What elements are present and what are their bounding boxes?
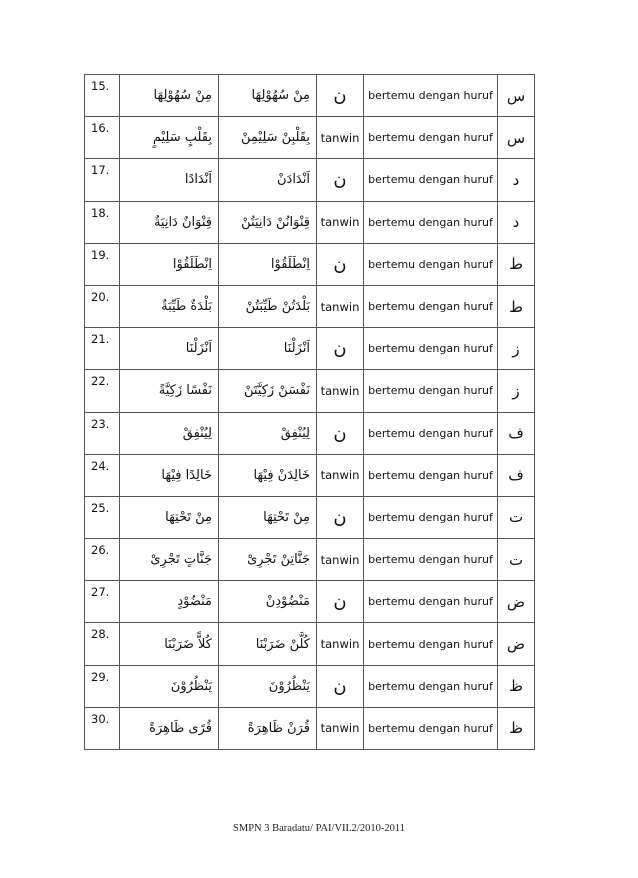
arabic-example-read: بِقَلْبِنْ سَلِيْمِنْ — [219, 117, 317, 159]
arabic-letter: ت — [498, 539, 535, 581]
row-number: 23. — [85, 412, 120, 454]
hukum-type: tanwin — [317, 201, 364, 243]
rule-description: bertemu dengan huruf — [364, 581, 498, 623]
table-row — [85, 539, 535, 581]
hukum-type — [317, 243, 364, 285]
table-row — [85, 581, 535, 623]
arabic-letter: ظ — [498, 665, 535, 707]
nun-sukun-glyph: ن — [333, 85, 347, 107]
arabic-example-original: مَنْضُوْدٍ — [120, 581, 219, 623]
nun-sukun-glyph: ن — [333, 591, 347, 613]
arabic-example-read: بَلْدَتُنْ طَيِّبَتُنْ — [219, 285, 317, 327]
table-row — [85, 707, 535, 749]
hukum-type: tanwin — [317, 117, 364, 159]
hukum-type — [317, 159, 364, 201]
table-row — [85, 665, 535, 707]
arabic-letter: د — [498, 159, 535, 201]
nun-sukun-glyph: ن — [333, 338, 347, 360]
arabic-example-read: يَنْظُرُوْنَ — [219, 665, 317, 707]
arabic-example-read: قُرَنْ ظَاهِرَةً — [219, 707, 317, 749]
row-number: 19. — [85, 243, 120, 285]
hukum-type: tanwin — [317, 285, 364, 327]
rule-description: bertemu dengan huruf — [364, 285, 498, 327]
row-number: 17. — [85, 159, 120, 201]
rule-description: bertemu dengan huruf — [364, 496, 498, 538]
row-number: 28. — [85, 623, 120, 665]
hukum-type — [317, 581, 364, 623]
arabic-example-read: كُلَّنْ ضَرَبْنَا — [219, 623, 317, 665]
nun-sukun-glyph: ن — [333, 422, 347, 444]
row-number: 20. — [85, 285, 120, 327]
arabic-example-original: قِنْوَانٌ دَانِيَةٌ — [120, 201, 219, 243]
arabic-example-original: قُرًى ظَاهِرَةً — [120, 707, 219, 749]
arabic-example-original: كُلاًّ ضَرَبْنَا — [120, 623, 219, 665]
arabic-example-original: لِيُنْفِقْ — [120, 412, 219, 454]
hukum-type — [317, 328, 364, 370]
table-row — [85, 328, 535, 370]
table-row — [85, 623, 535, 665]
arabic-example-original: مِنْ سُهُوْلِهَا — [120, 75, 219, 117]
table-row — [85, 454, 535, 496]
arabic-example-read: مِنْ سُهُوْلِهَا — [219, 75, 317, 117]
hukum-type — [317, 75, 364, 117]
arabic-letter: ف — [498, 412, 535, 454]
table-row — [85, 159, 535, 201]
hukum-type: tanwin — [317, 707, 364, 749]
arabic-letter: ت — [498, 496, 535, 538]
rule-description: bertemu dengan huruf — [364, 370, 498, 412]
table-row — [85, 285, 535, 327]
page-footer: SMPN 3 Baradatu/ PAI/VII.2/2010-2011 — [233, 823, 405, 834]
table-row — [85, 117, 535, 159]
hukum-type — [317, 412, 364, 454]
table-row — [85, 496, 535, 538]
arabic-example-read: قِنْوَانُنْ دَانِيَتُنْ — [219, 201, 317, 243]
arabic-example-read: خَالِدَنْ فِيْهَا — [219, 454, 317, 496]
arabic-example-original: يَنْظُرُوْنَ — [120, 665, 219, 707]
arabic-example-read: مِنْ تَحْتِهَا — [219, 496, 317, 538]
arabic-letter: ف — [498, 454, 535, 496]
row-number: 29. — [85, 665, 120, 707]
nun-sukun-glyph: ن — [333, 169, 347, 191]
row-number: 16. — [85, 117, 120, 159]
hukum-type: tanwin — [317, 539, 364, 581]
table-row — [85, 75, 535, 117]
row-number: 15. — [85, 75, 120, 117]
arabic-example-read: مَنْضُوْدِنْ — [219, 581, 317, 623]
tajwid-table — [84, 74, 535, 750]
arabic-example-original: مِنْ تَحْتِهَا — [120, 496, 219, 538]
arabic-example-read: نَفْسَنْ زَكِيَّتَنْ — [219, 370, 317, 412]
arabic-example-read: اَنْدَادَنْ — [219, 159, 317, 201]
hukum-type: tanwin — [317, 623, 364, 665]
arabic-example-read: جَنَّاتِنْ تَجْرِىْ — [219, 539, 317, 581]
hukum-type: tanwin — [317, 370, 364, 412]
nun-sukun-glyph: ن — [333, 253, 347, 275]
row-number: 24. — [85, 454, 120, 496]
table-row — [85, 201, 535, 243]
hukum-type: tanwin — [317, 454, 364, 496]
nun-sukun-glyph: ن — [333, 675, 347, 697]
arabic-letter: ظ — [498, 707, 535, 749]
arabic-example-original: اَنْزَلْنَا — [120, 328, 219, 370]
hukum-type — [317, 496, 364, 538]
rule-description: bertemu dengan huruf — [364, 75, 498, 117]
arabic-example-read: اَنْزَلْنَا — [219, 328, 317, 370]
rule-description: bertemu dengan huruf — [364, 243, 498, 285]
arabic-example-original: خَالِدًا فِيْهَا — [120, 454, 219, 496]
arabic-example-read: اِنْطَلَقُوْا — [219, 243, 317, 285]
arabic-letter: ط — [498, 285, 535, 327]
nun-sukun-glyph: ن — [333, 506, 347, 528]
table-row — [85, 370, 535, 412]
arabic-letter: ز — [498, 370, 535, 412]
arabic-letter: س — [498, 75, 535, 117]
arabic-example-original: اِنْطَلَقُوْا — [120, 243, 219, 285]
arabic-letter: س — [498, 117, 535, 159]
table-row — [85, 412, 535, 454]
rule-description: bertemu dengan huruf — [364, 665, 498, 707]
row-number: 22. — [85, 370, 120, 412]
rule-description: bertemu dengan huruf — [364, 159, 498, 201]
rule-description: bertemu dengan huruf — [364, 201, 498, 243]
rule-description: bertemu dengan huruf — [364, 454, 498, 496]
row-number: 18. — [85, 201, 120, 243]
table-row — [85, 243, 535, 285]
rule-description: bertemu dengan huruf — [364, 328, 498, 370]
rule-description: bertemu dengan huruf — [364, 412, 498, 454]
arabic-example-original: جَنَّاتٍ تَجْرِىْ — [120, 539, 219, 581]
arabic-example-read: لِيُنْفِقْ — [219, 412, 317, 454]
row-number: 26. — [85, 539, 120, 581]
arabic-letter: ز — [498, 328, 535, 370]
row-number: 25. — [85, 496, 120, 538]
arabic-letter: ط — [498, 243, 535, 285]
arabic-example-original: اَنْدَادًا — [120, 159, 219, 201]
rule-description: bertemu dengan huruf — [364, 539, 498, 581]
arabic-example-original: بِقَلْبٍ سَلِيْمٍ — [120, 117, 219, 159]
arabic-letter: ض — [498, 581, 535, 623]
arabic-example-original: نَفْسًا زَكِيَّةً — [120, 370, 219, 412]
row-number: 27. — [85, 581, 120, 623]
rule-description: bertemu dengan huruf — [364, 707, 498, 749]
rule-description: bertemu dengan huruf — [364, 623, 498, 665]
hukum-type — [317, 665, 364, 707]
arabic-letter: د — [498, 201, 535, 243]
arabic-example-original: بَلْدَةٌ طَيِّبَةٌ — [120, 285, 219, 327]
rule-description: bertemu dengan huruf — [364, 117, 498, 159]
row-number: 21. — [85, 328, 120, 370]
row-number: 30. — [85, 707, 120, 749]
table-body — [85, 75, 535, 750]
arabic-letter: ض — [498, 623, 535, 665]
